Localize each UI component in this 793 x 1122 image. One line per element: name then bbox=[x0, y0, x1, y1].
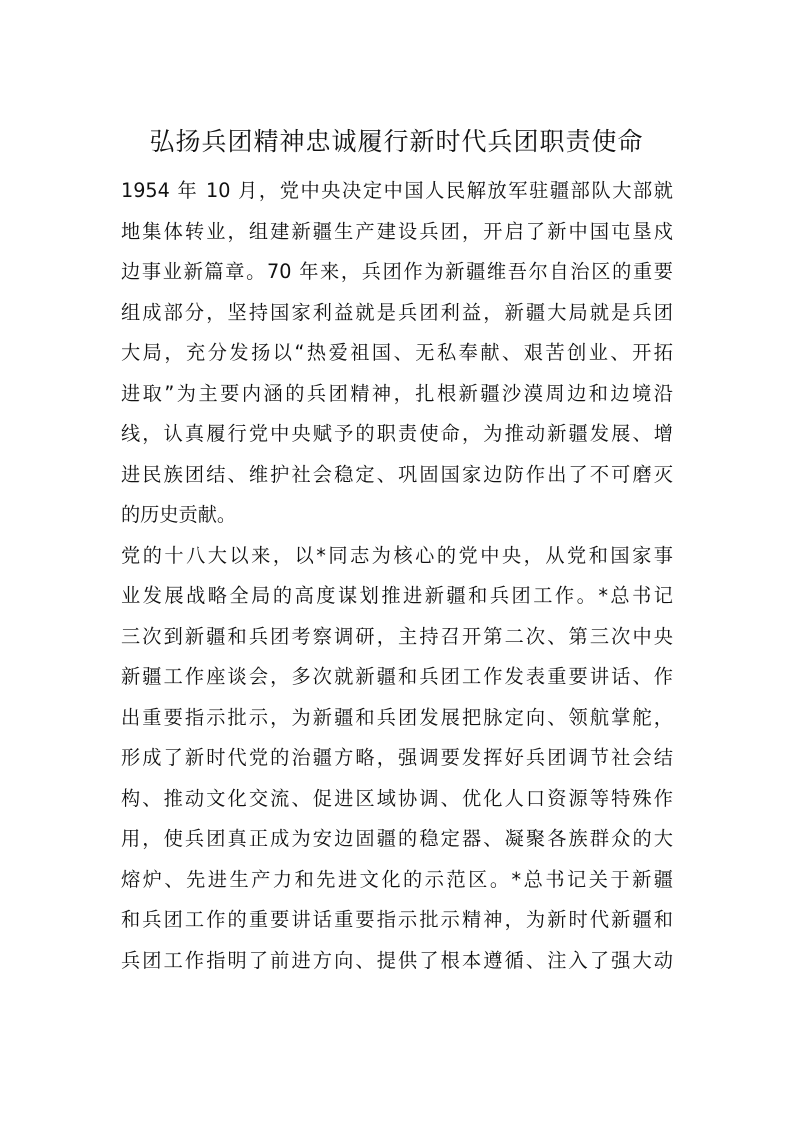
text-line: 边事业新篇章。70 年来，兵团作为新疆维吾尔自治区的重要 bbox=[121, 260, 673, 283]
paragraph-2 bbox=[121, 536, 673, 982]
text-line: 兵团工作指明了前进方向、提供了根本遵循、注入了强大动 bbox=[121, 948, 673, 972]
text-line: 用，使兵团真正成为安边固疆的稳定器、凝聚各族群众的大 bbox=[121, 827, 673, 850]
text-line: 进取”为主要内涵的兵团精神，扎根新疆沙漠周边和边境沿 bbox=[121, 381, 673, 405]
text-line: 线，认真履行党中央赋予的职责使命，为推动新疆发展、增 bbox=[121, 422, 673, 445]
text-line: 业发展战略全局的高度谋划推进新疆和兵团工作。*总书记 bbox=[121, 584, 673, 607]
document-body bbox=[121, 171, 673, 981]
text-line: 出重要指示批示，为新疆和兵团发展把脉定向、领航掌舵， bbox=[121, 705, 673, 729]
text-line: 熔炉、先进生产力和先进文化的示范区。*总书记关于新疆 bbox=[121, 867, 673, 891]
text-line: 进民族团结、维护社会稳定、巩固国家边防作出了不可磨灭 bbox=[121, 462, 673, 486]
text-line: 三次到新疆和兵团考察调研，主持召开第二次、第三次中央 bbox=[121, 624, 673, 648]
text-line: 构、推动文化交流、促进区域协调、优化人口资源等特殊作 bbox=[121, 786, 673, 810]
paragraph-1 bbox=[121, 171, 673, 536]
text-line: 新疆工作座谈会，多次就新疆和兵团工作发表重要讲话、作 bbox=[121, 665, 673, 688]
text-line: 1954 年 10 月，党中央决定中国人民解放军驻疆部队大部就 bbox=[121, 179, 673, 202]
text-line: 的历史贡献。 bbox=[121, 503, 237, 526]
text-line: 形成了新时代党的治疆方略，强调要发挥好兵团调节社会结 bbox=[121, 746, 673, 769]
text-line: 地集体转业，组建新疆生产建设兵团，开启了新中国屯垦戍 bbox=[121, 219, 673, 243]
document-title: 弘扬兵团精神忠诚履行新时代兵团职责使命 bbox=[149, 127, 644, 156]
text-line: 大局，充分发扬以“热爱祖国、无私奉献、艰苦创业、开拓 bbox=[121, 341, 673, 364]
text-line: 和兵团工作的重要讲话重要指示批示精神，为新时代新疆和 bbox=[121, 908, 673, 931]
text-line: 党的十八大以来，以*同志为核心的党中央，从党和国家事 bbox=[121, 543, 673, 567]
text-line: 组成部分，坚持国家利益就是兵团利益，新疆大局就是兵团 bbox=[121, 300, 673, 324]
